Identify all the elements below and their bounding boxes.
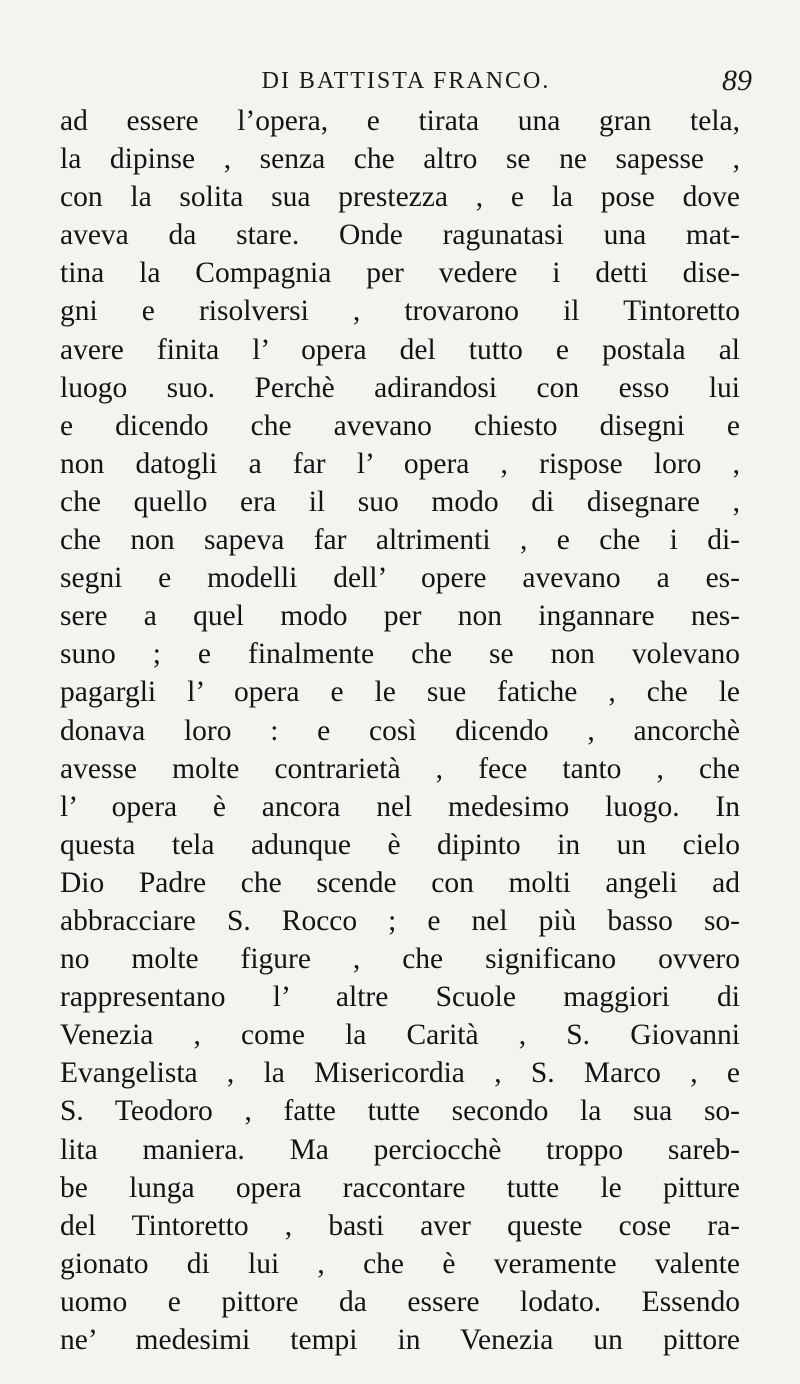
text-line: be lunga opera raccontare tutte le pitture [60, 1171, 740, 1204]
text-line: avere finita l’ opera del tutto e postala al [60, 333, 740, 366]
text-line: che non sapeva far altrimenti , e che i di- [60, 524, 740, 557]
text-line: sere a quel modo per non ingannare nes- [60, 600, 740, 633]
text-line: del Tintoretto , basti aver queste cose ra- [60, 1209, 740, 1242]
text-line: pagargli l’ opera e le sue fatiche , che le [60, 676, 740, 709]
text-line: uomo e pittore da essere lodato. Essendo [60, 1285, 740, 1318]
page-number: 89 [722, 64, 752, 97]
text-line: Dio Padre che scende con molti angeli ad [60, 866, 740, 899]
text-line: S. Teodoro , fatte tutte secondo la sua so- [60, 1095, 740, 1128]
text-line: tina la Compagnia per vedere i detti dise- [60, 257, 740, 290]
text-line: no molte figure , che significano ovvero [60, 943, 740, 976]
text-line: ne’ medesimi tempi in Venezia un pittore [60, 1324, 740, 1356]
text-line: luogo suo. Perchè adirandosi con esso lui [60, 371, 740, 404]
text-line: gni e risolversi , trovarono il Tintoretto [60, 295, 740, 328]
text-line: aveva da stare. Onde ragunatasi una mat- [60, 219, 740, 252]
text-line: l’ opera è ancora nel medesimo luogo. In [60, 790, 740, 823]
text-line: Venezia , come la Carità , S. Giovanni [60, 1019, 740, 1052]
text-line: con la solita sua prestezza , e la pose dove [60, 181, 740, 214]
text-line: che quello era il suo modo di disegnare , [60, 485, 740, 518]
text-line: abbracciare S. Rocco ; e nel più basso so- [60, 904, 740, 937]
text-line: questa tela adunque è dipinto in un cielo [60, 828, 740, 861]
text-line: rappresentano l’ altre Scuole maggiori di [60, 981, 740, 1014]
text-line: segni e modelli dell’ opere avevano a es- [60, 562, 740, 595]
text-line: non datogli a far l’ opera , rispose loro , [60, 447, 740, 480]
text-line: la dipinse , senza che altro se ne sapesse , [60, 143, 740, 176]
text-line: ad essere l’opera, e tirata una gran tela, [60, 105, 740, 137]
text-line: avesse molte contrarietà , fece tanto , che [60, 752, 740, 785]
running-head: DI BATTISTA FRANCO. [261, 68, 551, 94]
text-line: Evangelista , la Misericordia , S. Marco , e [60, 1057, 740, 1090]
text-line: donava loro : e così dicendo , ancorchè [60, 714, 740, 747]
text-line: e dicendo che avevano chiesto disegni e [60, 409, 740, 442]
text-line: lita maniera. Ma perciocchè troppo sareb- [60, 1133, 740, 1166]
text-line: suno ; e finalmente che se non volevano [60, 638, 740, 671]
page-header [48, 64, 764, 104]
text-line: gionato di lui , che è veramente valente [60, 1247, 740, 1280]
body-text [60, 102, 740, 1359]
